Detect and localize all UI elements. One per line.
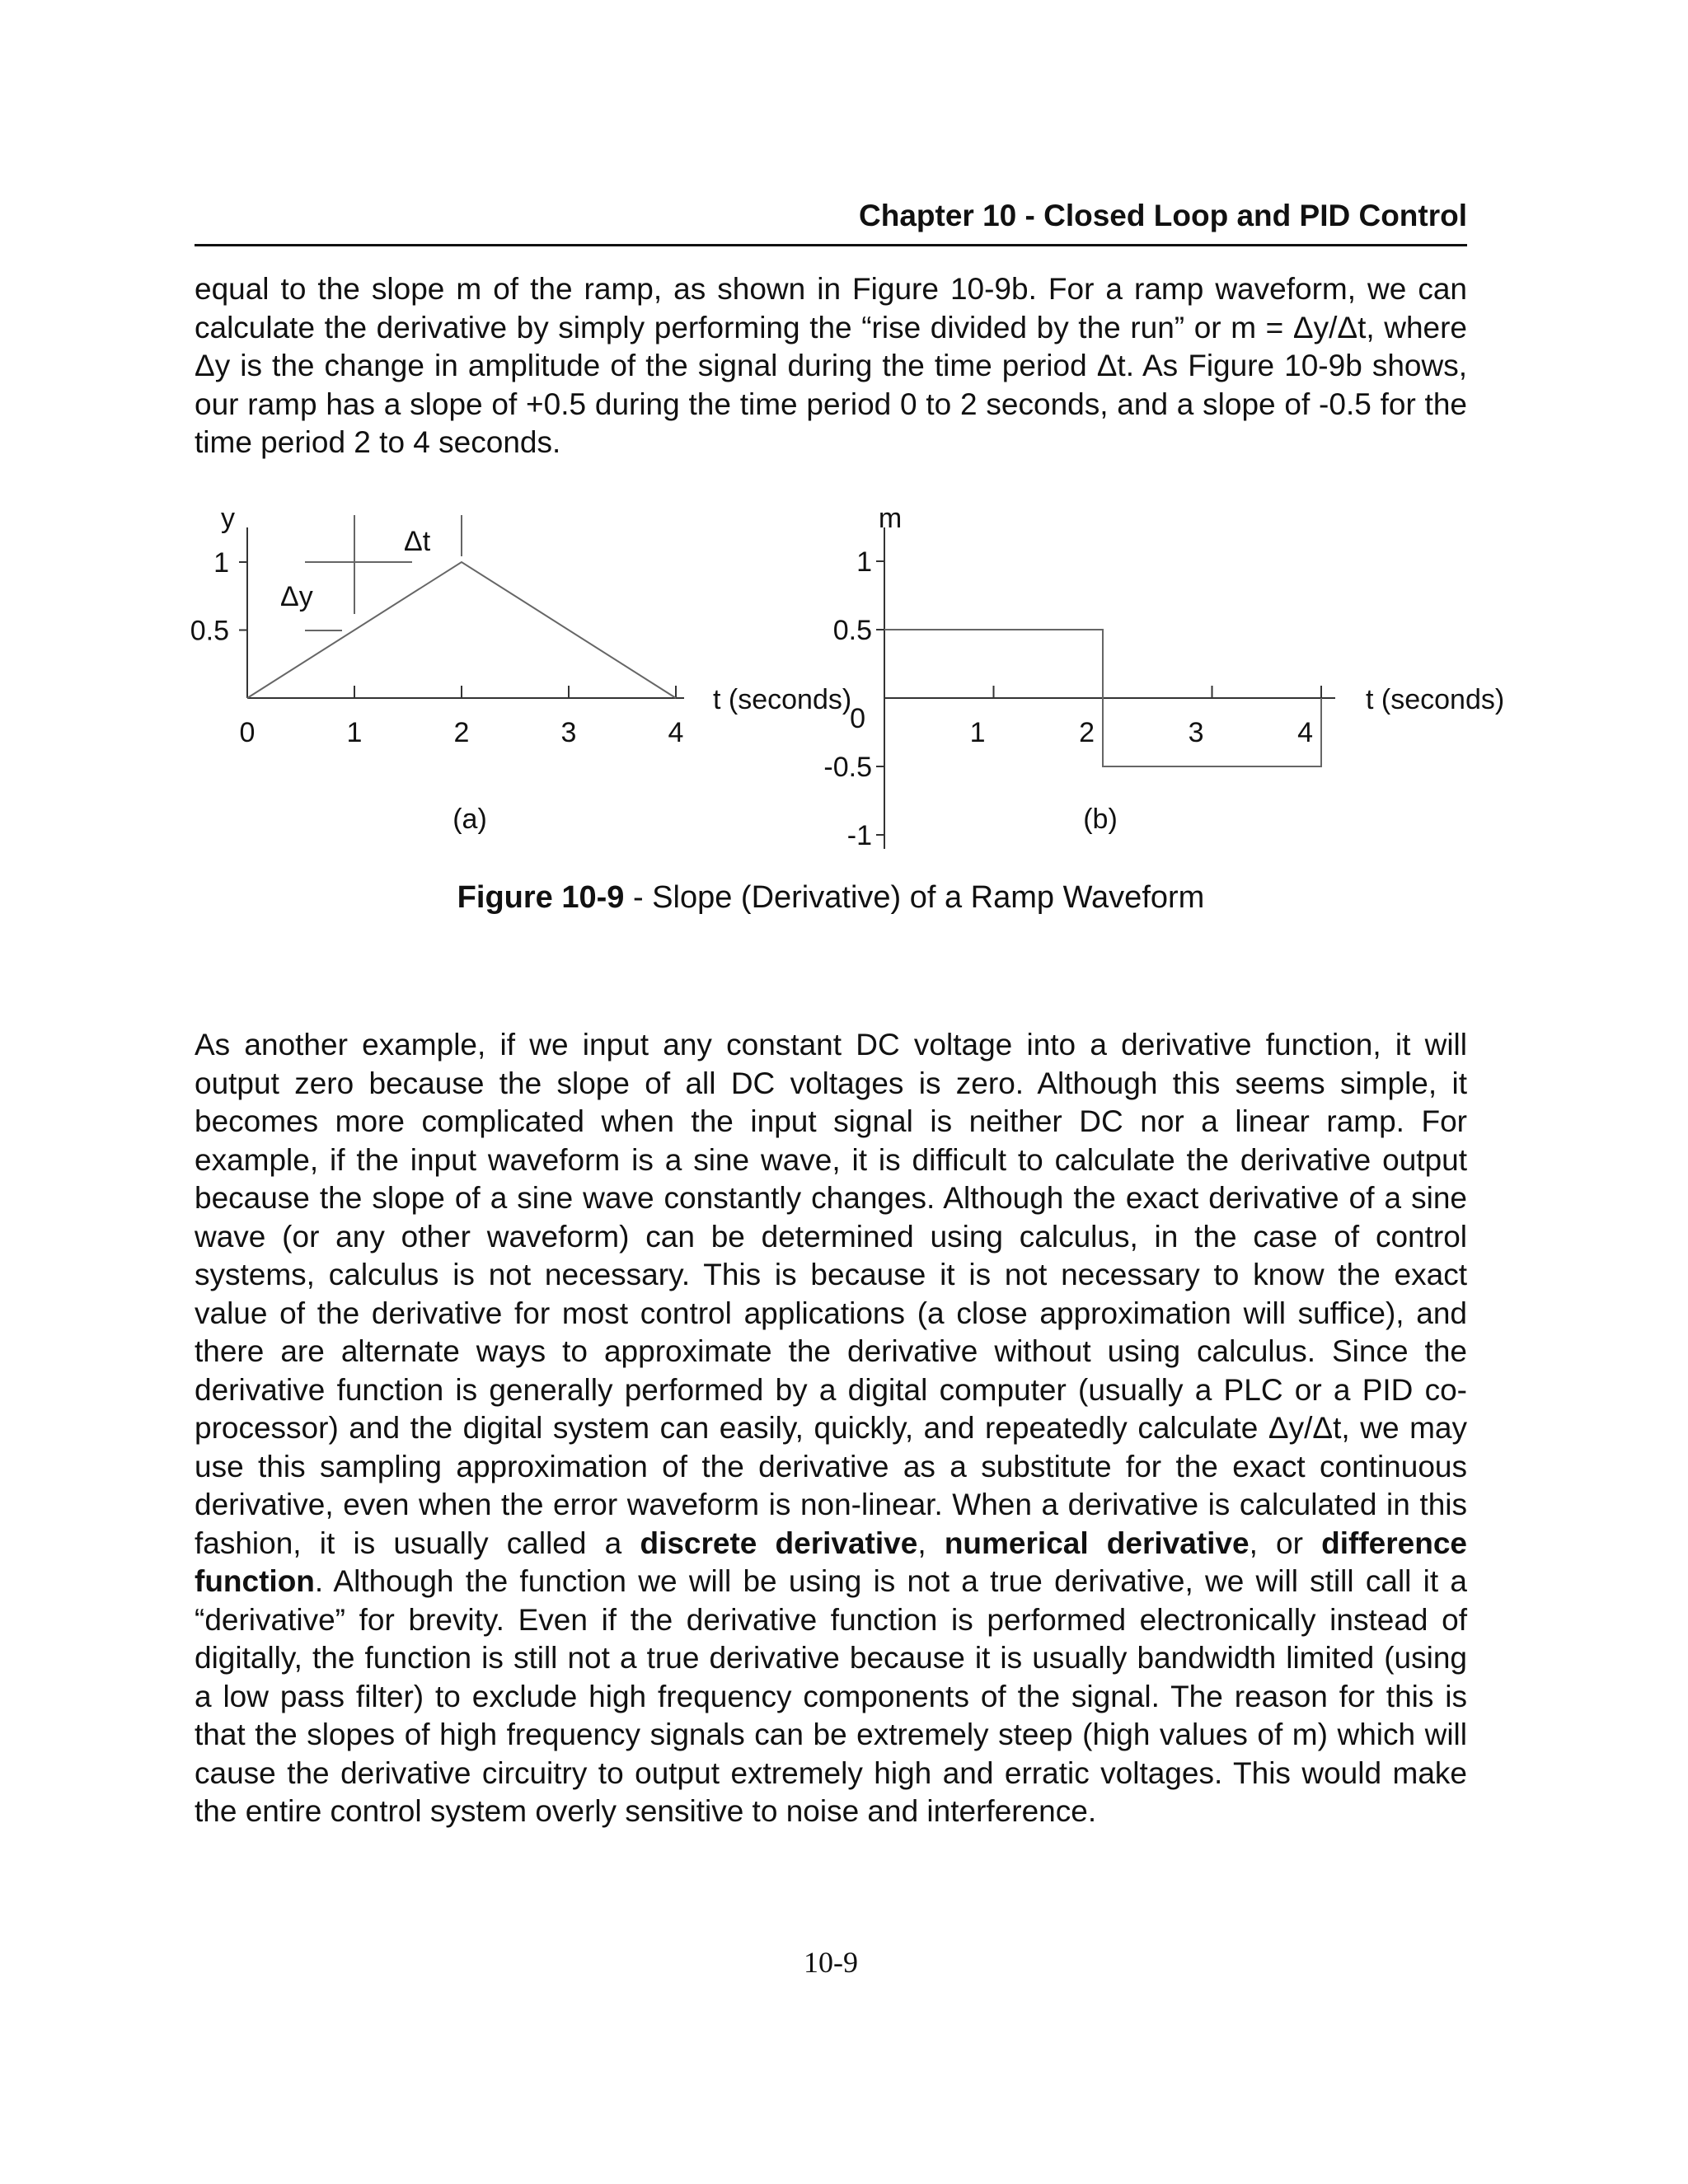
panel-b-ylabel: m [878,503,903,534]
panel-a-ytick-label: 0.5 [190,615,229,647]
panel-b-ytick-label: 1 [856,546,872,578]
delta-t-label: Δt [404,526,431,557]
panel-a-xtick-label: 1 [346,717,363,748]
panel-b-ytick-label: 0.5 [832,615,872,646]
figure-caption-text: - Slope (Derivative) of a Ramp Waveform [624,880,1205,915]
panel-b-ytick-label: -0.5 [823,752,872,783]
figure-caption-number: Figure 10-9 [457,880,625,915]
panel-b-xtick-label: 4 [1297,717,1313,748]
panel-a-xtick-label: 2 [453,717,470,748]
figure-10-9 [165,494,1525,849]
panel-b-xlabel: t (seconds) [1366,684,1505,715]
panel-b-xtick-label: 1 [969,717,986,748]
panel-a-xtick-label: 0 [239,717,256,748]
term-discrete-derivative: discrete derivative [640,1526,918,1560]
page-number: 10-9 [804,1946,858,1979]
paragraph-2-part-2: . Although the function we will be using is not a true derivative, we will still call it a “derivative” for brevity. Even if the derivative function is performed electronically instead of digitally, the function is still not a true derivative because it is usually bandwidth limited (using a low pass filter) to exclude high frequency components of the signal. The reason for this is that the slopes of high frequency signals can be extremely steep (high values of m) which will cause the derivative circuitry to output extremely high and erratic voltages. This would make the entire control system overly sensitive to noise and interference. [195,1564,1467,1828]
paragraph-1: equal to the slope m of the ramp, as shown in Figure 10-9b. For a ramp waveform, we can calculate the derivative by simply performing the “rise divided by the run” or m = Δy/Δt, where Δy is the change in amplitude of the signal during the time period Δt. As Figure 10-9b shows, our ramp has a slope of +0.5 during the time period 0 to 2 seconds, and a slope of -0.5 for the time period 2 to 4 seconds. [195,272,1467,459]
figure-10-9-svg [165,494,1525,849]
paragraph-2-sep-2: , or [1249,1526,1322,1560]
paragraph-2-sep-1: , [917,1526,945,1560]
panel-b-panel-label: (b) [1083,804,1118,835]
paragraph-2 [195,1026,1467,1831]
panel-a-ylabel: y [221,503,235,534]
panel-a-panel-label: (a) [452,804,487,835]
panel-a-ytick-label: 1 [213,547,229,579]
panel-b-xtick-label: 2 [1079,717,1095,748]
paragraph-2-part-1: As another example, if we input any constant DC voltage into a derivative function, it will output zero because the slope of all DC voltages is zero. Although this seems simple, it becomes more complicated when the input signal is neither DC nor a linear ramp. For example, if the input waveform is a sine wave, it is difficult to calculate the derivative output because the slope of a sine wave constantly changes. Although the exact derivative of a sine wave (or any other waveform) can be determined using calculus, in the case of control systems, calculus is not necessary. This is because it is not necessary to know the exact value of the derivative for most control applications (a close approximation will suffice), and there are alternate ways to approximate the derivative without using calculus. Since the derivative function is generally performed by a digital computer (usually a PLC or a PID co-processor) and the digital system can easily, quickly, and repeatedly calculate Δy/Δt, we may use this sampling approximation of the derivative as a substitute for the exact continuous derivative, even when the error waveform is non-linear. When a derivative is calculated in this fashion, it is usually called a [195,1028,1467,1560]
panel-b-origin-label: 0 [850,703,865,734]
chapter-title: Chapter 10 - Closed Loop and PID Control [859,199,1467,232]
panel-a-xtick-label: 4 [668,717,684,748]
panel-a-xlabel: t (seconds) [713,684,852,715]
page-header [195,198,1467,246]
term-difference-function: difference function [195,1526,1467,1598]
panel-a-xtick-label: 3 [560,717,577,748]
term-numerical-derivative: numerical derivative [944,1526,1250,1560]
delta-y-label: Δy [280,581,313,612]
panel-b-xtick-label: 3 [1188,717,1204,748]
panel-b-ytick-label: -1 [846,820,872,849]
figure-caption [195,879,1467,916]
